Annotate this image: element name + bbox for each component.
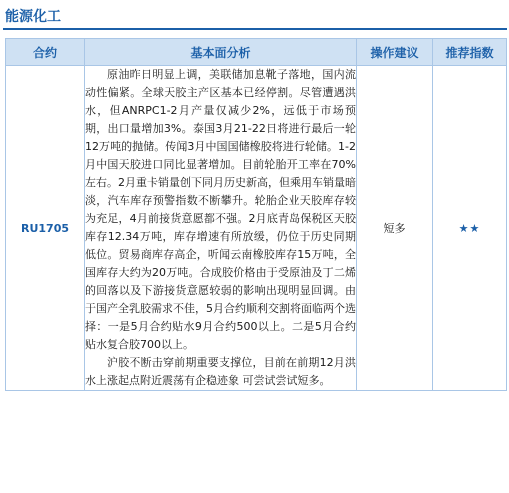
analysis-paragraph: 原油昨日明显上调，美联储加息靴子落地，国内流动性偏紧。全球天胶主产区基本已经停割。尽管遭遇洪水，但ANRPC1-2月产量仅减少2%，远低于市场预期，出口量增加3%。泰国3月21-22日将进行最后一轮12万吨的抛储。传闻3月中国国储橡胶将进行轮储。1-2月中国天胶进口同比显著增加。目前轮胎开工率在70%左右。2月重卡销量创下同月历史新高，但乘用车销量暗淡，汽车库存预警指数不断攀升。轮胎企业天胶库存较为充足，4月前接货意愿都不强。2月底青岛保税区天胶库存12.34万吨，库存增速有所放缓，仍位于历史同期低位。贸易商库存高企，听闻云南橡胶库存15万吨，全国库存大约为20万吨。合成胶价格由于受原油及丁二烯的回落以及下游接货意愿较弱的影响出现明显回调。由于国产全乳胶需求不佳，5月合约顺利交割将面临两个选择：一是5月合约贴水9月合约500以上。二是5月合约贴水复合胶700以上。 <box>85 68 356 351</box>
rating-stars: ★★ <box>433 66 507 391</box>
analysis-cell <box>85 66 357 391</box>
operation-suggestion: 短多 <box>357 66 433 391</box>
contract-code: RU1705 <box>6 66 85 391</box>
title-divider <box>3 28 507 30</box>
header-analysis: 基本面分析 <box>85 39 357 66</box>
header-suggestion: 操作建议 <box>357 39 433 66</box>
table-header-row <box>6 39 507 66</box>
header-rating: 推荐指数 <box>433 39 507 66</box>
section-title: 能源化工 <box>5 9 61 25</box>
analysis-paragraph: 沪胶不断击穿前期重要支撑位，目前在前期12月洪水上涨起点附近震荡有企稳迹象 可尝试尝试短多。 <box>85 356 356 387</box>
recommendation-table <box>5 38 507 391</box>
header-contract: 合约 <box>6 39 85 66</box>
table-row <box>6 66 507 391</box>
